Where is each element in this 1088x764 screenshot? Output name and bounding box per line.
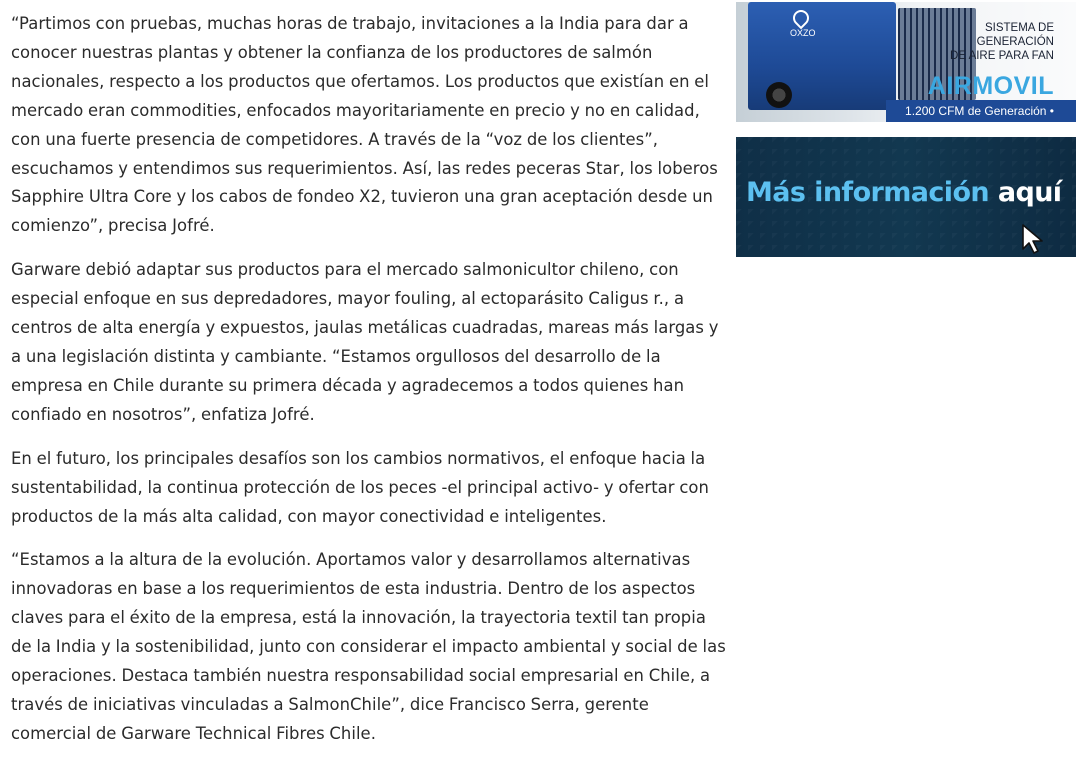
article-paragraph-1: “Partimos con pruebas, muchas horas de trabajo, invitaciones a la India para dar a conocer nuestras plantas y obtener la confianza de los productores de salmón nacionales, respecto a los productos que ofertamos. Los productos que existían en el mercado eran commodities, enfocados mayoritariamente en precio y no en calidad, con una fuerte presencia de competidores. A través de la “voz de los clientes”, escuchamos y entendimos sus requerimientos. Así, las redes peceras Star, los loberos Sapphire Ultra Core y los cabos de fondeo X2, tuvieron una gran aceptación desde un comienzo”, precisa Jofré. xyxy=(11,14,718,236)
article-paragraph-3: En el futuro, los principales desafíos son los cambios normativos, el enfoque hacia la sustentabilidad, la continua protección de los peces -el principal activo- y ofertar con productos de la más alta calidad, con mayor conectividad e inteligentes. xyxy=(11,448,709,526)
airmovil-spec-strip: 1.200 CFM de Generación • xyxy=(886,100,1076,122)
article-paragraph-2: Garware debió adaptar sus productos para el mercado salmonicultor chileno, con especial enfoque en sus depredadores, mayor fouling, al ectoparásito Caligus r., a centros de alta energía y expuestos, jaulas metálicas cuadradas, mareas más largas y a una legislación distinta y cambiante. “Estamos orgullosos del desarrollo de la empresa en Chile durante su primera década y agradecemos a todos quienes han confiado en nosotros”, enfatiza Jofré. xyxy=(11,260,719,424)
article-body xyxy=(11,10,727,764)
airmovil-tagline xyxy=(950,21,1054,63)
mouse-cursor-icon xyxy=(1020,223,1050,255)
airmovil-ad-banner[interactable] xyxy=(736,2,1076,122)
airmovil-brand: AIRMOVIL xyxy=(927,72,1054,100)
wheel-icon xyxy=(766,82,792,108)
more-info-highlight: Más información xyxy=(746,177,990,208)
sidebar-ads xyxy=(736,2,1076,257)
article-paragraph-4: “Estamos a la altura de la evolución. Aportamos valor y desarrollamos alternativas innovadoras en base a los requerimientos de esta industria. Dentro de los aspectos claves para el éxito de la empresa, está la innovación, la trayectoria textil tan propia de la India y la sostenibilidad, junto con considerar el impacto ambiental y social de las operaciones. Destaca también nuestra responsabilidad social empresarial en Chile, a través de iniciativas vinculadas a SalmonChile”, dice Francisco Serra, gerente comercial de Garware Technical Fibres Chile. xyxy=(11,550,726,743)
more-info-ad-banner[interactable] xyxy=(736,137,1076,257)
more-info-here: aquí xyxy=(997,177,1062,208)
tagline-line-3: DE AIRE PARA FAN xyxy=(950,50,1054,62)
oxzo-logo-icon xyxy=(790,10,816,40)
oxzo-logo-text: OXZO xyxy=(790,28,816,38)
tagline-line-1: SISTEMA DE xyxy=(984,22,1054,34)
more-info-text xyxy=(746,177,1061,208)
tagline-line-2: GENERACIÓN xyxy=(976,36,1054,48)
air-compressor-image xyxy=(748,2,896,110)
